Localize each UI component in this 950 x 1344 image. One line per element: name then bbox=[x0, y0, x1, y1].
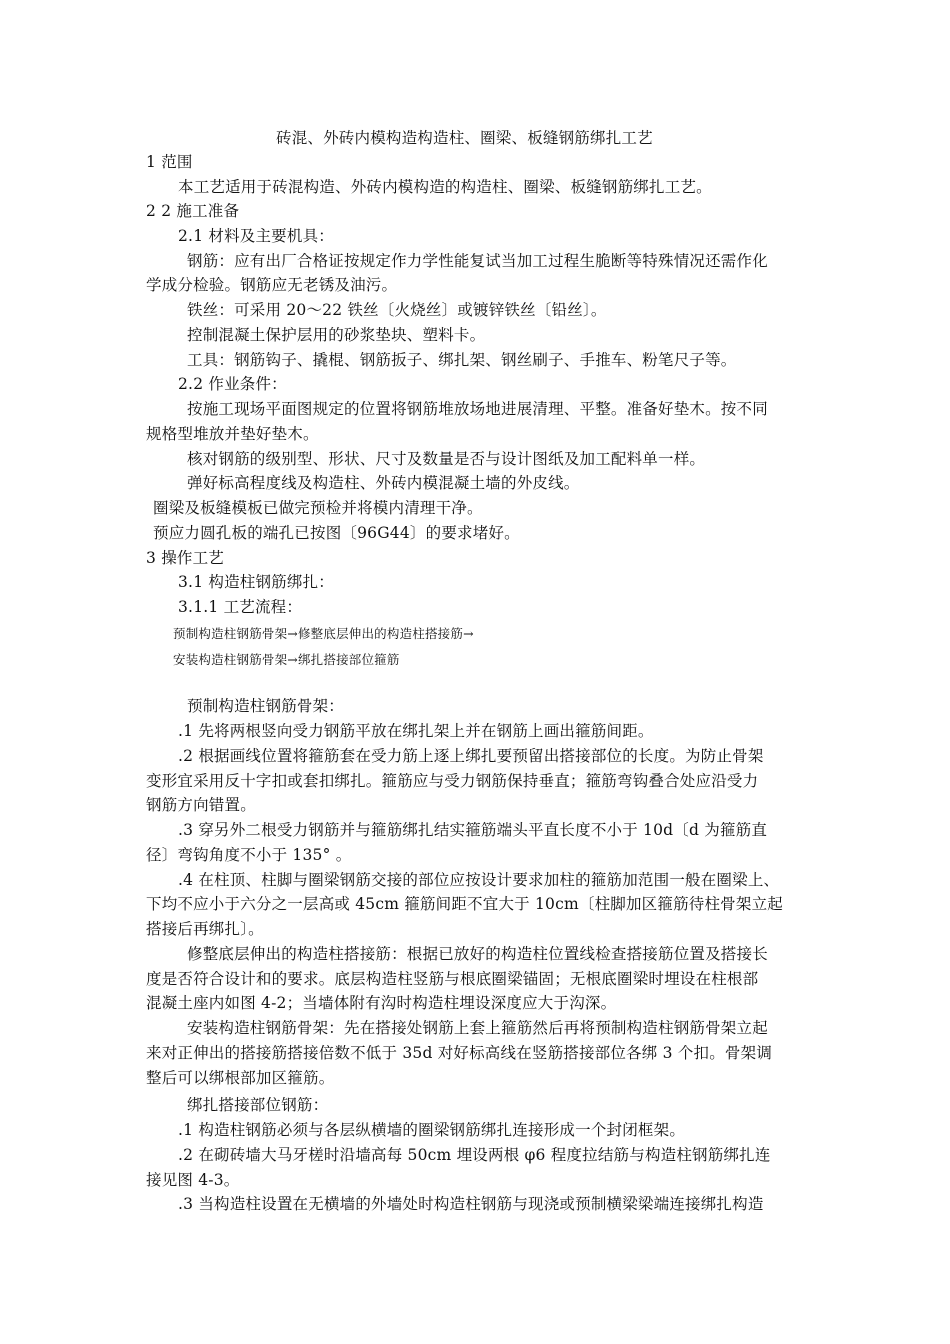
paragraph-line: 按施工现场平面图规定的位置将钢筋堆放场地进展清理、平整。准备好垫木。按不同 bbox=[187, 400, 768, 418]
paragraph-line: .1 先将两根竖向受力钢筋平放在绑扎架上并在钢筋上画出箍筋间距。 bbox=[178, 722, 654, 740]
paragraph-line: 工具：钢筋钩子、撬棍、钢筋扳子、绑扎架、钢丝刷子、手推车、粉笔尺子等。 bbox=[187, 351, 737, 369]
paragraph-line: 径〕弯钩角度不小于 135° 。 bbox=[146, 846, 352, 864]
heading-2-2: 2.2 作业条件： bbox=[178, 375, 287, 393]
heading-3-1: 3.1 构造柱钢筋绑扎： bbox=[178, 573, 334, 591]
heading-3: 3 操作工艺 bbox=[146, 549, 224, 567]
paragraph-line: 变形宜采用反十字扣或套扣绑扎。箍筋应与受力钢筋保持垂直；箍筋弯钩叠合处应沿受力 bbox=[146, 772, 759, 790]
paragraph-line: 安装构造柱钢筋骨架：先在搭接处钢筋上套上箍筋然后再将预制构造柱钢筋骨架立起 bbox=[187, 1019, 768, 1037]
paragraph-line: 核对钢筋的级别型、形状、尺寸及数量是否与设计图纸及加工配料单一样。 bbox=[187, 450, 706, 468]
paragraph-line: 预应力圆孔板的端孔已按图〔96G44〕的要求堵好。 bbox=[153, 524, 520, 542]
paragraph-line: 修整底层伸出的构造柱搭接筋：根据已放好的构造柱位置线检查搭接筋位置及搭接长 bbox=[187, 945, 768, 963]
paragraph-line: 控制混凝土保护层用的砂浆垫块、塑料卡。 bbox=[187, 326, 486, 344]
paragraph-line: 圈梁及板缝模板已做完预检并将模内清理干净。 bbox=[153, 499, 483, 517]
heading-2: 2 2 施工准备 bbox=[146, 202, 240, 220]
paragraph-line: 学成分检验。钢筋应无老锈及油污。 bbox=[146, 276, 398, 294]
paragraph-line: 下均不应小于六分之一层高或 45cm 箍筋间距不宜大于 10cm〔柱脚加区箍筋待柱骨架立起 bbox=[146, 895, 783, 913]
paragraph-line: 整后可以绑根部加区箍筋。 bbox=[146, 1069, 335, 1087]
document-title: 砖混、外砖内模构造构造柱、圈梁、板缝钢筋绑扎工艺 bbox=[276, 129, 653, 147]
heading-2-1: 2.1 材料及主要机具： bbox=[178, 227, 334, 245]
paragraph-line: 预制构造柱钢筋骨架： bbox=[187, 697, 345, 715]
paragraph-line: .2 在砌砖墙大马牙槎时沿墙高每 50cm 埋设两根 φ6 程度拉结筋与构造柱钢筋绑扎连 bbox=[178, 1146, 771, 1164]
paragraph-line: 钢筋方向错置。 bbox=[146, 796, 256, 814]
paragraph-line: 来对正伸出的搭接筋搭接倍数不低于 35d 对好标高线在竖筋搭接部位各绑 3 个扣。骨架调 bbox=[146, 1044, 773, 1062]
paragraph-line: 度是否符合设计和的要求。底层构造柱竖筋与根底圈梁锚固；无根底圈梁时埋设在柱根部 bbox=[146, 970, 759, 988]
paragraph-line: .4 在柱顶、柱脚与圈梁钢筋交接的部位应按设计要求加柱的箍筋加范围一般在圈梁上、 bbox=[178, 871, 780, 889]
paragraph-line: .3 穿另外二根受力钢筋并与箍筋绑扎结实箍筋端头平直长度不小于 10d〔d 为箍筋直 bbox=[178, 821, 768, 839]
process-flow-line: 预制构造柱钢筋骨架→修整底层伸出的构造柱搭接筋→ bbox=[173, 626, 474, 641]
paragraph-line: 搭接后再绑扎〕。 bbox=[146, 920, 264, 938]
process-flow-line: 安装构造柱钢筋骨架→绑扎搭接部位箍筋 bbox=[173, 652, 400, 667]
paragraph-line: 规格型堆放并垫好垫木。 bbox=[146, 425, 319, 443]
paragraph-line: 弹好标高程度线及构造柱、外砖内模混凝土墙的外皮线。 bbox=[187, 474, 580, 492]
heading-3-1-1: 3.1.1 工艺流程： bbox=[178, 598, 303, 616]
heading-1: 1 范围 bbox=[146, 153, 193, 171]
paragraph-line: 本工艺适用于砖混构造、外砖内模构造的构造柱、圈梁、板缝钢筋绑扎工艺。 bbox=[178, 178, 712, 196]
paragraph-line: .3 当构造柱设置在无横墙的外墙处时构造柱钢筋与现浇或预制横梁梁端连接绑扎构造 bbox=[178, 1195, 764, 1213]
paragraph-line: .1 构造柱钢筋必须与各层纵横墙的圈梁钢筋绑扎连接形成一个封闭框架。 bbox=[178, 1121, 686, 1139]
paragraph-line: 钢筋：应有出厂合格证按规定作力学性能复试当加工过程生脆断等特殊情况还需作化 bbox=[187, 252, 768, 270]
paragraph-line: 铁丝：可采用 20～22 铁丝〔火烧丝〕或镀锌铁丝〔铅丝〕。 bbox=[187, 301, 607, 319]
paragraph-line: 绑扎搭接部位钢筋： bbox=[187, 1096, 329, 1114]
paragraph-line: 接见图 4-3。 bbox=[146, 1171, 240, 1189]
paragraph-line: 混凝土座内如图 4-2；当墙体附有沟时构造柱埋设深度应大于沟深。 bbox=[146, 994, 617, 1012]
paragraph-line: .2 根据画线位置将箍筋套在受力筋上逐上绑扎要预留出搭接部位的长度。为防止骨架 bbox=[178, 747, 764, 765]
